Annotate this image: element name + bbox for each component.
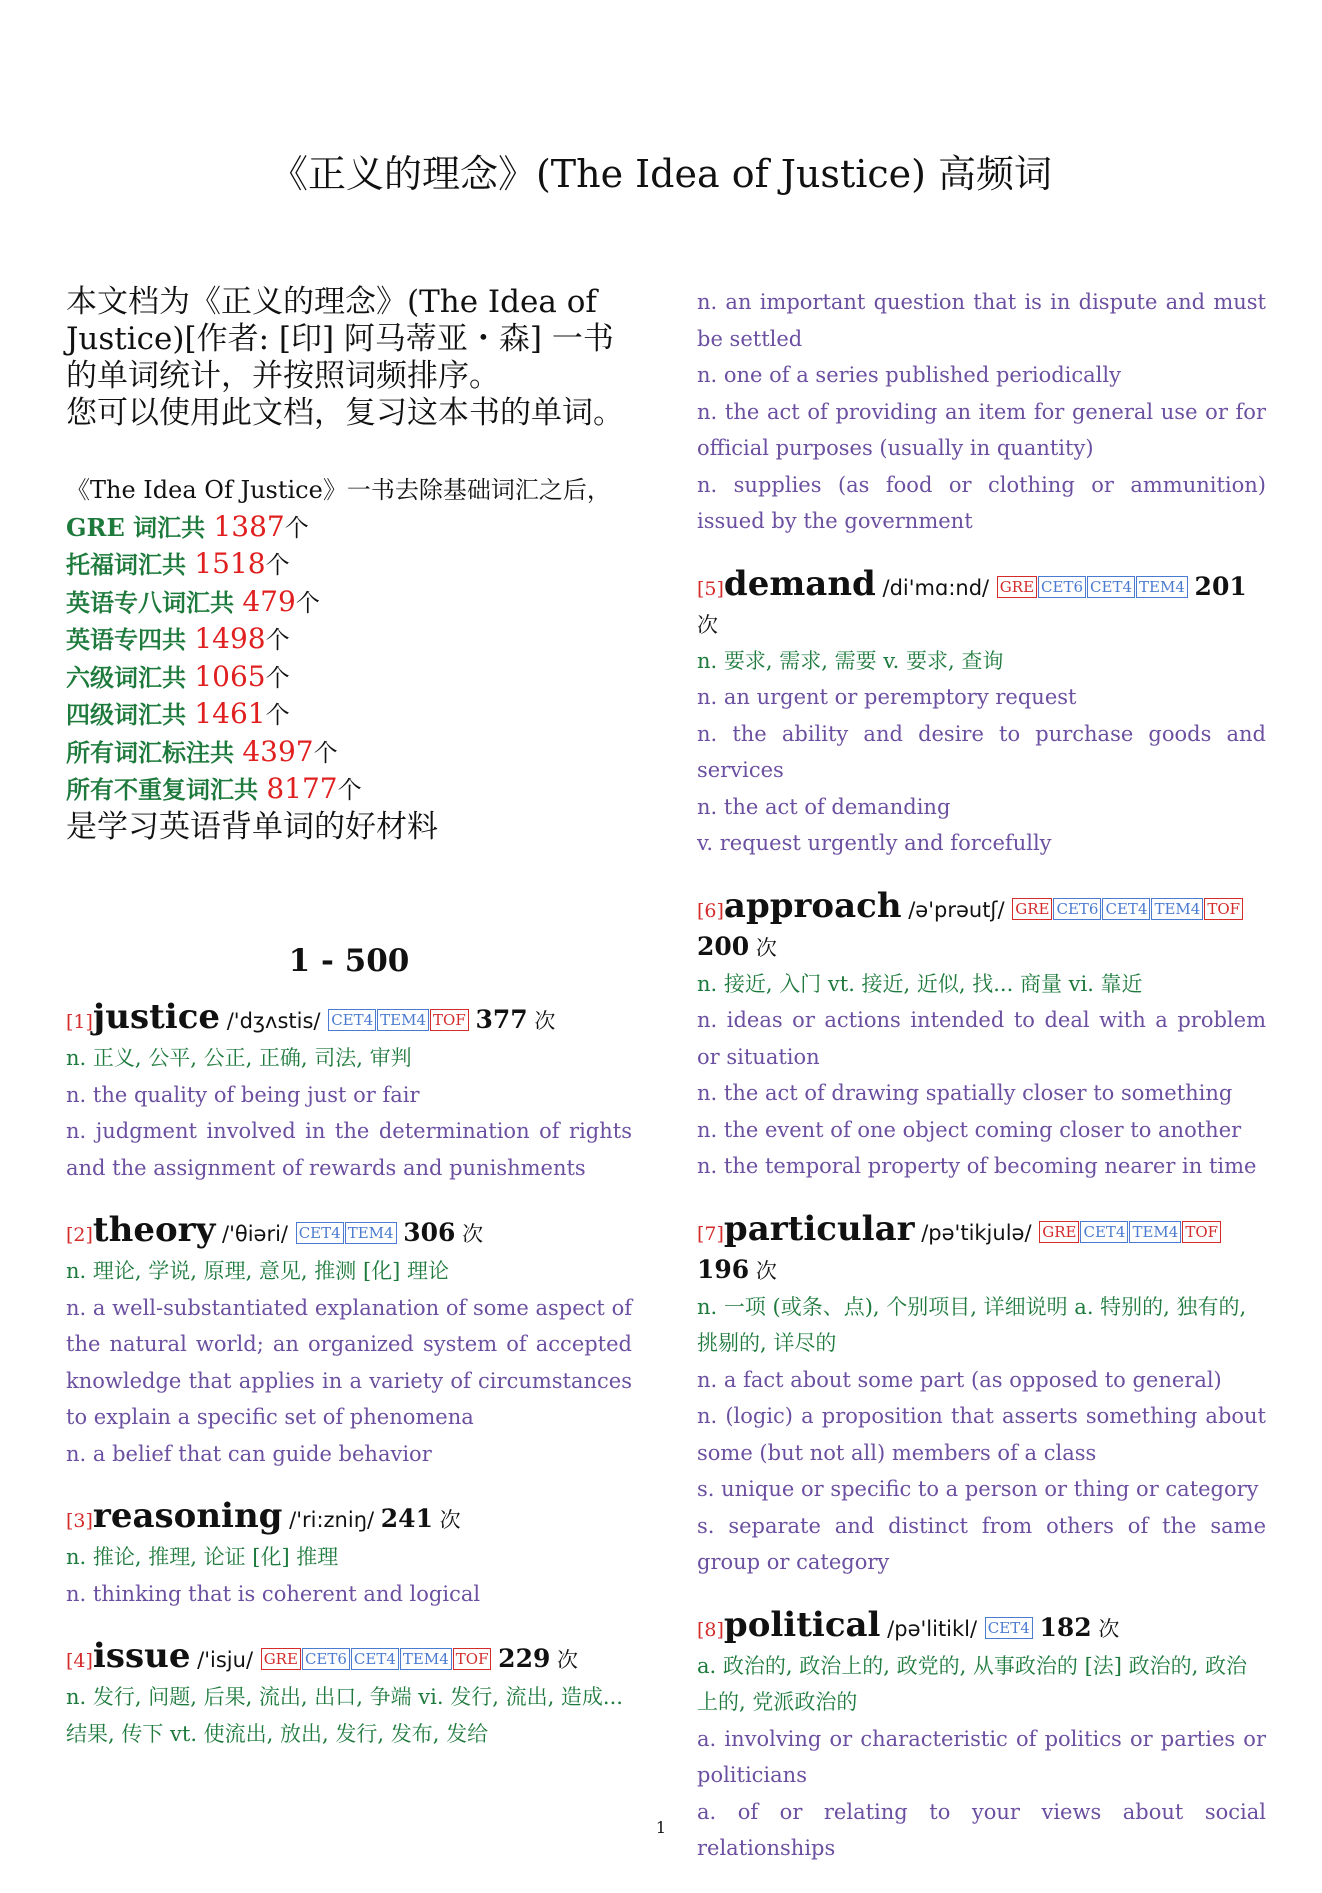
stats-row [66,771,632,809]
headword: justice [92,997,221,1037]
english-definition: n. the act of providing an item for general use or for official purposes (usually in quantity) [697,399,1266,460]
english-definition: n. ideas or actions intended to deal with a problem or situation [697,1008,1266,1069]
exam-tag-badge: CET4 [985,1617,1033,1639]
frequency-count: 377 [475,1005,528,1034]
stats-label: 英语专八词汇共 [66,587,243,617]
headword: theory [92,1210,216,1250]
stats-label: 英语专四共 [66,625,195,654]
english-definition: n. an important question that is in dispute and must be settled [697,290,1266,351]
stats-unit: 个 [265,626,290,654]
stats-row [66,584,632,622]
word-entry [66,1638,632,1752]
frequency-unit: 次 [755,935,777,960]
entry-header [697,885,1266,966]
headword: issue [92,1636,191,1676]
right-column [697,284,1266,1893]
exam-tag-badge: CET6 [1053,898,1101,920]
phonetic: /'isju/ [197,1648,254,1672]
phonetic: /pə'tikjulə/ [921,1220,1032,1245]
stats-lead: 《The Idea Of Justice》一书去除基础词汇之后， [66,476,611,504]
frequency-unit: 次 [697,612,718,637]
stats-row [66,509,632,547]
stats-count: 1461 [194,697,266,730]
stats-row [66,696,632,734]
stats-label: GRE 词汇共 [66,512,214,542]
headword: political [723,1604,881,1645]
frequency-unit: 次 [534,1009,556,1033]
frequency-count: 196 [697,1254,750,1284]
stats-count: 1498 [194,622,266,655]
entry-index: [2] [66,1224,93,1246]
english-definition: n. (logic) a proposition that asserts something about some (but not all) members of a class [697,1404,1266,1465]
stats-count: 8177 [266,772,338,805]
english-definition: s. unique or specific to a person or thing or category [697,1477,1259,1501]
entry-index: [4] [66,1650,93,1672]
english-definition: n. judgment involved in the determination of rights and the assignment of rewards and punishments [66,1119,632,1180]
exam-tag-badge: CET6 [1038,576,1086,598]
english-definition: n. a belief that can guide behavior [66,1441,432,1466]
entry-header [66,1638,632,1679]
word-entry [697,885,1266,1185]
chinese-definition: a. 政治的, 政治上的, 政党的, 从事政治的 [法] 政治的, 政治上的, 党派政治的 [697,1653,1248,1714]
stats-count: 479 [242,584,296,618]
frequency-count: 229 [498,1644,551,1673]
entry-index: [6] [697,899,724,922]
exam-tag-badge: GRE [261,1648,301,1670]
frequency-unit: 次 [1098,1616,1120,1641]
word-entry [66,1212,632,1472]
left-column [66,284,632,1778]
stats-count: 4397 [242,734,314,768]
stats-count: 1518 [194,547,266,580]
entry-index: [7] [697,1222,724,1245]
entry-index: [8] [697,1618,724,1641]
stats-count: 1065 [194,659,266,693]
exam-tag-badge: TEM4 [1151,898,1203,920]
english-definition: n. the event of one object coming closer to another [697,1117,1242,1142]
stats-unit: 个 [265,701,290,729]
exam-tag-badge: GRE [997,576,1037,598]
frequency-count: 306 [403,1218,456,1247]
stats-label: 托福词汇共 [66,550,195,579]
word-entry [66,999,632,1186]
word-entry [697,563,1266,862]
entry-header [66,1498,632,1539]
english-definition: a. involving or characteristic of politics or parties or politicians [697,1726,1266,1787]
frequency-unit: 次 [439,1508,461,1532]
chinese-definition: n. 要求, 需求, 需要 v. 要求, 查询 [697,648,1004,673]
english-definition: n. the temporal property of becoming nearer in time [697,1154,1257,1178]
exam-tag-badge: TEM4 [1136,576,1188,598]
frequency-count: 200 [697,931,750,961]
frequency-unit: 次 [557,1648,579,1672]
stats-unit: 个 [313,738,338,767]
headword: reasoning [92,1496,283,1536]
english-definition: n. the quality of being just or fair [66,1082,420,1107]
entry-header [697,563,1266,643]
entry-header [697,1208,1266,1289]
exam-tag-badge: GRE [1012,898,1052,920]
english-definition: n. the ability and desire to purchase goods and services [697,721,1266,782]
intro-text [66,284,632,432]
entry-index: [3] [66,1510,93,1532]
frequency-unit: 次 [462,1222,484,1246]
english-definition: n. a fact about some part (as opposed to general) [697,1367,1222,1392]
word-entry [66,1498,632,1612]
frequency-count: 201 [1194,571,1247,601]
stats-label: 所有不重复词汇共 [66,775,267,804]
entry-list-right [697,563,1266,1867]
exam-tag-badge: TEM4 [345,1222,397,1244]
range-heading: 1 - 500 [288,943,410,979]
stats-row [66,621,632,659]
exam-tag-badge: TEM4 [400,1648,452,1670]
stats-unit: 个 [337,776,362,804]
exam-tag-badge: TOF [453,1648,492,1670]
exam-tag-badge: CET6 [302,1648,350,1670]
entry-index: [1] [66,1011,93,1033]
entry-header [66,1212,632,1253]
word-entry [697,1208,1266,1581]
phonetic: /'θiəri/ [222,1222,289,1246]
headword: demand [723,563,876,604]
chinese-definition: n. 推论, 推理, 论证 [化] 推理 [66,1545,339,1569]
stats-count: 1387 [213,509,285,543]
stats-tail: 是学习英语背单词的好材料 [66,808,438,845]
exam-tag-badge: CET4 [1080,1221,1128,1243]
stats-unit: 个 [295,588,320,617]
phonetic: /'ri:zniŋ/ [289,1508,375,1532]
english-definition: v. request urgently and forcefully [697,831,1052,855]
exam-tag-badge: TOF [1204,898,1243,920]
intro-line: 本文档为《正义的理念》(The Idea of Justice)[作者: [印] 阿马蒂亚・森] 一书的单词统计，并按照词频排序。 [66,284,614,394]
headword: particular [723,1208,915,1249]
exam-tag-badge: TOF [430,1009,469,1031]
entry-continuation [697,284,1266,540]
stats-unit: 个 [265,551,290,579]
english-definition: a. of or relating to your views about social relationships [697,1799,1266,1860]
stats-unit: 个 [284,513,309,542]
english-definition: n. thinking that is coherent and logical [66,1581,481,1606]
exam-tag-badge: CET4 [351,1648,399,1670]
phonetic: /di'mɑ:nd/ [882,575,990,600]
chinese-definition: n. 正义, 公平, 公正, 正确, 司法, 审判 [66,1046,412,1070]
chinese-definition: n. 发行, 问题, 后果, 流出, 出口, 争端 vi. 发行, 流出, 造成... 结果, 传下 vt. 使流出, 放出, 发行, 发布, 发给 [66,1685,623,1746]
english-definition: n. one of a series published periodically [697,363,1121,387]
chinese-definition: n. 接近, 入门 vt. 接近, 近似, 找... 商量 vi. 靠近 [697,971,1143,996]
chinese-definition: n. 理论, 学说, 原理, 意见, 推测 [化] 理论 [66,1259,450,1283]
intro-line: 您可以使用此文档，复习这本书的单词。 [66,395,624,431]
english-definition: n. an urgent or peremptory request [697,685,1077,709]
stats-label: 四级词汇共 [66,700,195,729]
phonetic: /'dʒʌstis/ [226,1009,321,1033]
english-definition: n. a well-substantiated explanation of some aspect of the natural world; an organized system of accepted knowledge that applies in a variety of circumstances to explain a specific set of phenomena [66,1295,632,1429]
frequency-count: 182 [1039,1612,1092,1642]
stats-row [66,659,632,697]
frequency-count: 241 [380,1504,433,1533]
stats-row [66,546,632,584]
english-definition: n. the act of drawing spatially closer to something [697,1081,1233,1105]
entry-header [697,1604,1266,1648]
phonetic: /pə'litikl/ [887,1616,978,1641]
english-definition: n. the act of demanding [697,794,951,819]
chinese-definition: n. 一项 (或条、点), 个别项目, 详细说明 a. 特别的, 独有的, 挑剔的, 详尽的 [697,1294,1247,1355]
entry-list-left [66,999,632,1752]
frequency-unit: 次 [755,1258,777,1283]
exam-tag-badge: CET4 [1102,898,1150,920]
exam-tag-badge: CET4 [296,1222,344,1244]
entry-index: [5] [697,577,724,600]
entry-header [66,999,632,1040]
exam-tag-badge: CET4 [1087,576,1135,598]
exam-tag-badge: TEM4 [377,1009,429,1031]
exam-tag-badge: TOF [1182,1221,1221,1243]
english-definition: s. separate and distinct from others of the same group or category [697,1513,1266,1574]
stats-unit: 个 [265,663,290,692]
phonetic: /ə'prəutʃ/ [908,897,1005,922]
exam-tag-badge: GRE [1039,1221,1079,1243]
page-number: 1 [655,1818,667,1837]
stats-label: 所有词汇标注共 [66,737,243,767]
headword: approach [723,885,902,926]
exam-tag-badge: CET4 [328,1009,376,1031]
stats-row [66,734,632,772]
vocabulary-stats [66,472,632,845]
english-definition: n. supplies (as food or clothing or ammunition) issued by the government [697,472,1266,533]
stats-label: 六级词汇共 [66,662,195,692]
exam-tag-badge: TEM4 [1129,1221,1181,1243]
page-title: 《正义的理念》(The Idea of Justice) 高频词 [269,152,1053,196]
